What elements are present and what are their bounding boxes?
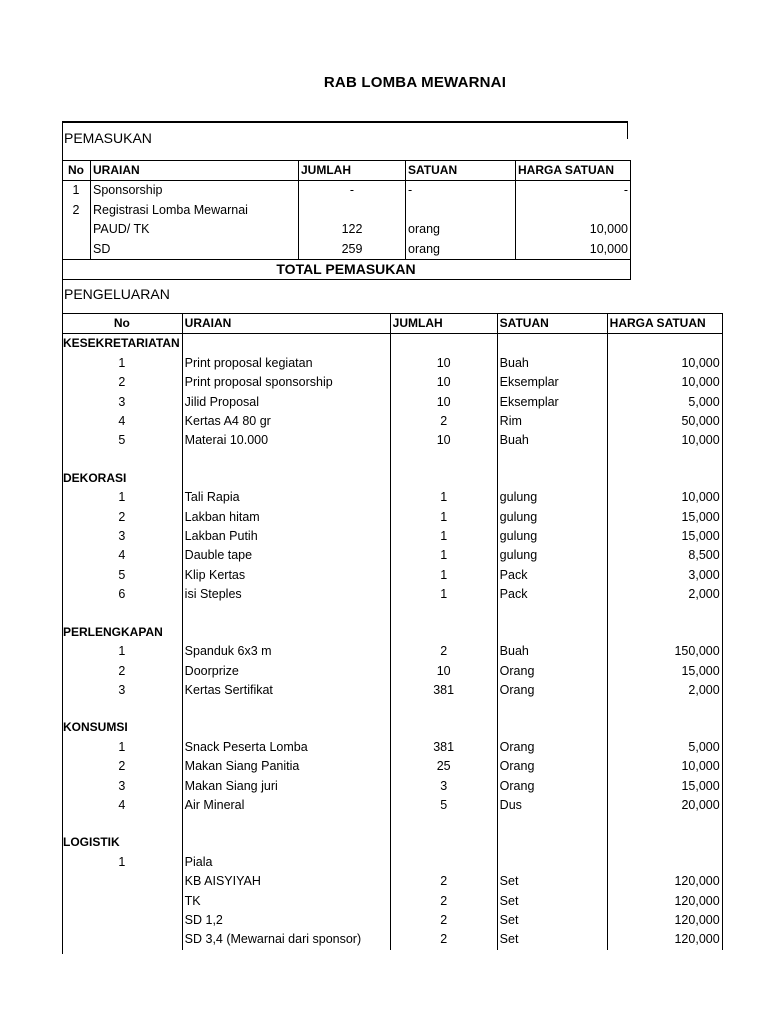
empty-cell	[182, 469, 390, 488]
cell-uraian: Makan Siang Panitia	[184, 759, 300, 774]
cell-no: 4	[62, 796, 182, 815]
group-row	[62, 833, 722, 852]
cell-satuan: Buah	[497, 642, 607, 661]
pengeluaran-row	[62, 431, 722, 450]
empty-cell	[607, 605, 722, 623]
empty-cell	[390, 700, 497, 718]
cell-uraian: SD 1,2	[184, 912, 223, 927]
cell-uraian: Piala	[184, 854, 213, 869]
pemasukan-row	[62, 240, 631, 260]
cell-no: 2	[62, 508, 182, 527]
cell-satuan: Set	[497, 872, 607, 891]
empty-cell	[607, 469, 722, 488]
pengeluaran-row	[62, 911, 722, 930]
cell-harga: 120,000	[607, 892, 722, 911]
cell-harga: 5,000	[607, 738, 722, 757]
pemasukan-title: PEMASUKAN	[64, 130, 152, 146]
pengeluaran-row	[62, 662, 722, 681]
empty-cell	[182, 451, 390, 469]
cell-uraian: Kertas A4 80 gr	[184, 414, 271, 429]
cell-uraian: Kertas Sertifikat	[184, 682, 273, 697]
cell-uraian: Materai 10.000	[184, 433, 269, 448]
cell-jumlah: 10	[390, 373, 497, 392]
cell-harga: 10,000	[607, 431, 722, 450]
pengeluaran-row	[62, 872, 722, 891]
empty-cell	[497, 623, 607, 642]
cell-no: 3	[62, 681, 182, 700]
pemasukan-row	[62, 220, 631, 239]
header-jumlah: JUMLAH	[299, 161, 406, 181]
cell-no: 1	[62, 354, 182, 373]
group-label: KESEKRETARIATAN	[62, 334, 182, 354]
cell-satuan: Dus	[497, 796, 607, 815]
cell-no: 3	[62, 527, 182, 546]
cell-satuan: gulung	[497, 508, 607, 527]
cell-no	[62, 220, 91, 239]
cell-harga: 8,500	[607, 546, 722, 565]
cell-no: 3	[62, 393, 182, 412]
pengeluaran-table	[62, 313, 723, 950]
pengeluaran-row	[62, 642, 722, 661]
cell-satuan: orang	[406, 240, 516, 260]
pengeluaran-row	[62, 853, 722, 872]
cell-no: 1	[62, 853, 182, 872]
header-uraian: URAIAN	[91, 161, 299, 181]
pengeluaran-row	[62, 777, 722, 796]
header-no: No	[62, 161, 91, 181]
cell-uraian: Air Mineral	[184, 797, 245, 812]
cell-no: 2	[62, 373, 182, 392]
header-satuan: SATUAN	[497, 314, 607, 334]
cell-jumlah: 1	[390, 488, 497, 507]
cell-uraian: Lakban Putih	[184, 529, 258, 544]
cell-jumlah: 3	[390, 777, 497, 796]
cell-uraian: Makan Siang juri	[184, 778, 278, 793]
cell-uraian: KB AISYIYAH	[184, 874, 261, 889]
cell-uraian: isi Steples	[184, 587, 242, 602]
pemasukan-table	[62, 160, 631, 280]
group-row	[62, 334, 722, 354]
cell-no	[62, 911, 182, 930]
cell-satuan: Eksemplar	[497, 373, 607, 392]
cell-harga: 120,000	[607, 930, 722, 949]
header-no: No	[62, 314, 182, 334]
header-jumlah: JUMLAH	[390, 314, 497, 334]
cell-jumlah: 2	[390, 872, 497, 891]
empty-cell	[390, 451, 497, 469]
cell-harga	[516, 201, 631, 220]
total-pemasukan-label: TOTAL PEMASUKAN	[62, 260, 631, 280]
cell-harga	[607, 853, 722, 872]
cell-harga: 120,000	[607, 872, 722, 891]
cell-no	[62, 930, 182, 949]
cell-jumlah: 10	[390, 393, 497, 412]
cell-no: 6	[62, 585, 182, 604]
group-label: KONSUMSI	[62, 718, 182, 737]
total-row	[62, 260, 631, 280]
cell-satuan: gulung	[497, 527, 607, 546]
cell-uraian: SD 3,4 (Mewarnai dari sponsor)	[184, 932, 362, 947]
cell-satuan	[406, 201, 516, 220]
cell-satuan: Orang	[497, 662, 607, 681]
header-harga: HARGA SATUAN	[607, 314, 722, 334]
cell-uraian: Lakban hitam	[184, 509, 260, 524]
spacer-row	[62, 700, 722, 718]
pengeluaran-row	[62, 892, 722, 911]
pengeluaran-row	[62, 527, 722, 546]
empty-cell	[62, 815, 182, 833]
cell-no	[62, 240, 91, 260]
pengeluaran-row	[62, 546, 722, 565]
empty-cell	[182, 334, 390, 354]
cell-satuan: Buah	[497, 354, 607, 373]
pemasukan-header-row	[62, 161, 631, 181]
spacer-row	[62, 605, 722, 623]
cell-no: 5	[62, 566, 182, 585]
cell-uraian: Klip Kertas	[184, 567, 246, 582]
sheet-right-border	[627, 121, 628, 139]
pengeluaran-row	[62, 488, 722, 507]
cell-harga: 5,000	[607, 393, 722, 412]
cell-harga: 15,000	[607, 527, 722, 546]
page-title: RAB LOMBA MEWARNAI	[323, 74, 507, 91]
cell-jumlah: 10	[390, 354, 497, 373]
empty-cell	[607, 718, 722, 737]
pengeluaran-row	[62, 585, 722, 604]
header-satuan: SATUAN	[406, 161, 516, 181]
empty-cell	[497, 451, 607, 469]
cell-satuan: Orang	[497, 681, 607, 700]
cell-no: 1	[62, 181, 91, 201]
cell-satuan: Orang	[497, 777, 607, 796]
cell-jumlah: 1	[390, 546, 497, 565]
group-row	[62, 718, 722, 737]
empty-cell	[497, 833, 607, 852]
cell-no: 5	[62, 431, 182, 450]
empty-cell	[182, 605, 390, 623]
cell-harga: 150,000	[607, 642, 722, 661]
pengeluaran-row	[62, 796, 722, 815]
cell-harga: -	[516, 181, 631, 201]
pengeluaran-row	[62, 930, 722, 949]
cell-jumlah: 5	[390, 796, 497, 815]
empty-cell	[390, 605, 497, 623]
cell-harga: 15,000	[607, 662, 722, 681]
cell-harga: 20,000	[607, 796, 722, 815]
header-uraian: URAIAN	[182, 314, 390, 334]
cell-harga: 120,000	[607, 911, 722, 930]
cell-no: 1	[62, 488, 182, 507]
cell-satuan: Set	[497, 930, 607, 949]
pemasukan-row	[62, 201, 631, 220]
cell-jumlah: 2	[390, 412, 497, 431]
pengeluaran-row	[62, 508, 722, 527]
cell-harga: 2,000	[607, 585, 722, 604]
empty-cell	[182, 718, 390, 737]
cell-satuan: Buah	[497, 431, 607, 450]
cell-jumlah	[390, 853, 497, 872]
cell-uraian: Jilid Proposal	[184, 394, 260, 409]
empty-cell	[182, 700, 390, 718]
pengeluaran-row	[62, 757, 722, 776]
cell-satuan: -	[406, 181, 516, 201]
cell-satuan: gulung	[497, 488, 607, 507]
cell-satuan: Rim	[497, 412, 607, 431]
cell-satuan: Orang	[497, 757, 607, 776]
empty-cell	[62, 451, 182, 469]
cell-jumlah: 2	[390, 911, 497, 930]
empty-cell	[390, 815, 497, 833]
cell-jumlah: 10	[390, 431, 497, 450]
pengeluaran-row	[62, 373, 722, 392]
empty-cell	[182, 623, 390, 642]
empty-cell	[390, 334, 497, 354]
cell-harga: 10,000	[607, 488, 722, 507]
cell-jumlah: 1	[390, 527, 497, 546]
cell-jumlah: 122	[299, 220, 406, 239]
group-label: PERLENGKAPAN	[62, 623, 182, 642]
cell-satuan: orang	[406, 220, 516, 239]
empty-cell	[390, 469, 497, 488]
empty-cell	[607, 451, 722, 469]
cell-uraian: Dauble tape	[184, 548, 253, 563]
empty-cell	[182, 815, 390, 833]
cell-harga: 50,000	[607, 412, 722, 431]
empty-cell	[497, 605, 607, 623]
empty-cell	[607, 334, 722, 354]
empty-cell	[497, 334, 607, 354]
cell-jumlah: 1	[390, 585, 497, 604]
cell-uraian: Snack Peserta Lomba	[184, 739, 308, 754]
cell-jumlah	[299, 201, 406, 220]
empty-cell	[607, 623, 722, 642]
cell-uraian: Sponsorship	[93, 183, 163, 198]
cell-harga: 10,000	[607, 757, 722, 776]
cell-uraian: TK	[184, 893, 201, 908]
empty-cell	[607, 700, 722, 718]
group-row	[62, 623, 722, 642]
cell-no	[62, 892, 182, 911]
pemasukan-row	[62, 181, 631, 201]
cell-uraian: Doorprize	[184, 663, 239, 678]
cell-jumlah: 10	[390, 662, 497, 681]
sheet-top-border	[62, 121, 628, 123]
header-harga: HARGA SATUAN	[516, 161, 631, 181]
cell-jumlah: 25	[390, 757, 497, 776]
empty-cell	[497, 469, 607, 488]
cell-uraian: Spanduk 6x3 m	[184, 644, 272, 659]
cell-jumlah: 259	[299, 240, 406, 260]
pengeluaran-row	[62, 738, 722, 757]
cell-jumlah: 2	[390, 930, 497, 949]
cell-satuan: Set	[497, 892, 607, 911]
pengeluaran-row	[62, 393, 722, 412]
cell-satuan: Orang	[497, 738, 607, 757]
empty-cell	[497, 718, 607, 737]
pengeluaran-row	[62, 412, 722, 431]
cell-harga: 2,000	[607, 681, 722, 700]
cell-no: 3	[62, 777, 182, 796]
cell-harga: 3,000	[607, 566, 722, 585]
cell-jumlah: 1	[390, 508, 497, 527]
cell-no	[62, 872, 182, 891]
cell-satuan: Pack	[497, 585, 607, 604]
empty-cell	[390, 623, 497, 642]
cell-satuan: Eksemplar	[497, 393, 607, 412]
group-label: DEKORASI	[62, 469, 182, 488]
empty-cell	[182, 833, 390, 852]
spacer-row	[62, 451, 722, 469]
cell-no: 4	[62, 546, 182, 565]
group-row	[62, 469, 722, 488]
cell-satuan: Pack	[497, 566, 607, 585]
cell-no: 1	[62, 738, 182, 757]
pengeluaran-header-row	[62, 314, 722, 334]
cell-no: 4	[62, 412, 182, 431]
group-label: LOGISTIK	[62, 833, 182, 852]
spacer-row	[62, 815, 722, 833]
cell-harga: 15,000	[607, 508, 722, 527]
cell-jumlah: 381	[390, 738, 497, 757]
cell-satuan: gulung	[497, 546, 607, 565]
cell-harga: 10,000	[607, 373, 722, 392]
cell-harga: 10,000	[516, 220, 631, 239]
cell-uraian: PAUD/ TK	[93, 222, 150, 237]
cell-harga: 10,000	[607, 354, 722, 373]
cell-satuan	[497, 853, 607, 872]
pengeluaran-title: PENGELUARAN	[64, 286, 170, 302]
cell-harga: 15,000	[607, 777, 722, 796]
cell-no: 2	[62, 662, 182, 681]
empty-cell	[390, 718, 497, 737]
cell-no: 2	[62, 201, 91, 220]
cell-uraian: Print proposal kegiatan	[184, 355, 313, 370]
empty-cell	[497, 700, 607, 718]
cell-uraian: Registrasi Lomba Mewarnai	[93, 202, 248, 217]
empty-cell	[607, 815, 722, 833]
cell-no: 2	[62, 757, 182, 776]
empty-cell	[62, 700, 182, 718]
cell-uraian: Tali Rapia	[184, 490, 240, 505]
cell-jumlah: 2	[390, 642, 497, 661]
cell-jumlah: 381	[390, 681, 497, 700]
cell-jumlah: 2	[390, 892, 497, 911]
cell-no: 1	[62, 642, 182, 661]
empty-cell	[390, 833, 497, 852]
cell-jumlah: 1	[390, 566, 497, 585]
cell-harga: 10,000	[516, 240, 631, 260]
pengeluaran-row	[62, 681, 722, 700]
cell-jumlah: -	[299, 181, 406, 201]
pengeluaran-row	[62, 566, 722, 585]
cell-uraian: Print proposal sponsorship	[184, 375, 333, 390]
pengeluaran-row	[62, 354, 722, 373]
empty-cell	[497, 815, 607, 833]
cell-satuan: Set	[497, 911, 607, 930]
empty-cell	[607, 833, 722, 852]
cell-uraian: SD	[93, 241, 111, 256]
empty-cell	[62, 605, 182, 623]
